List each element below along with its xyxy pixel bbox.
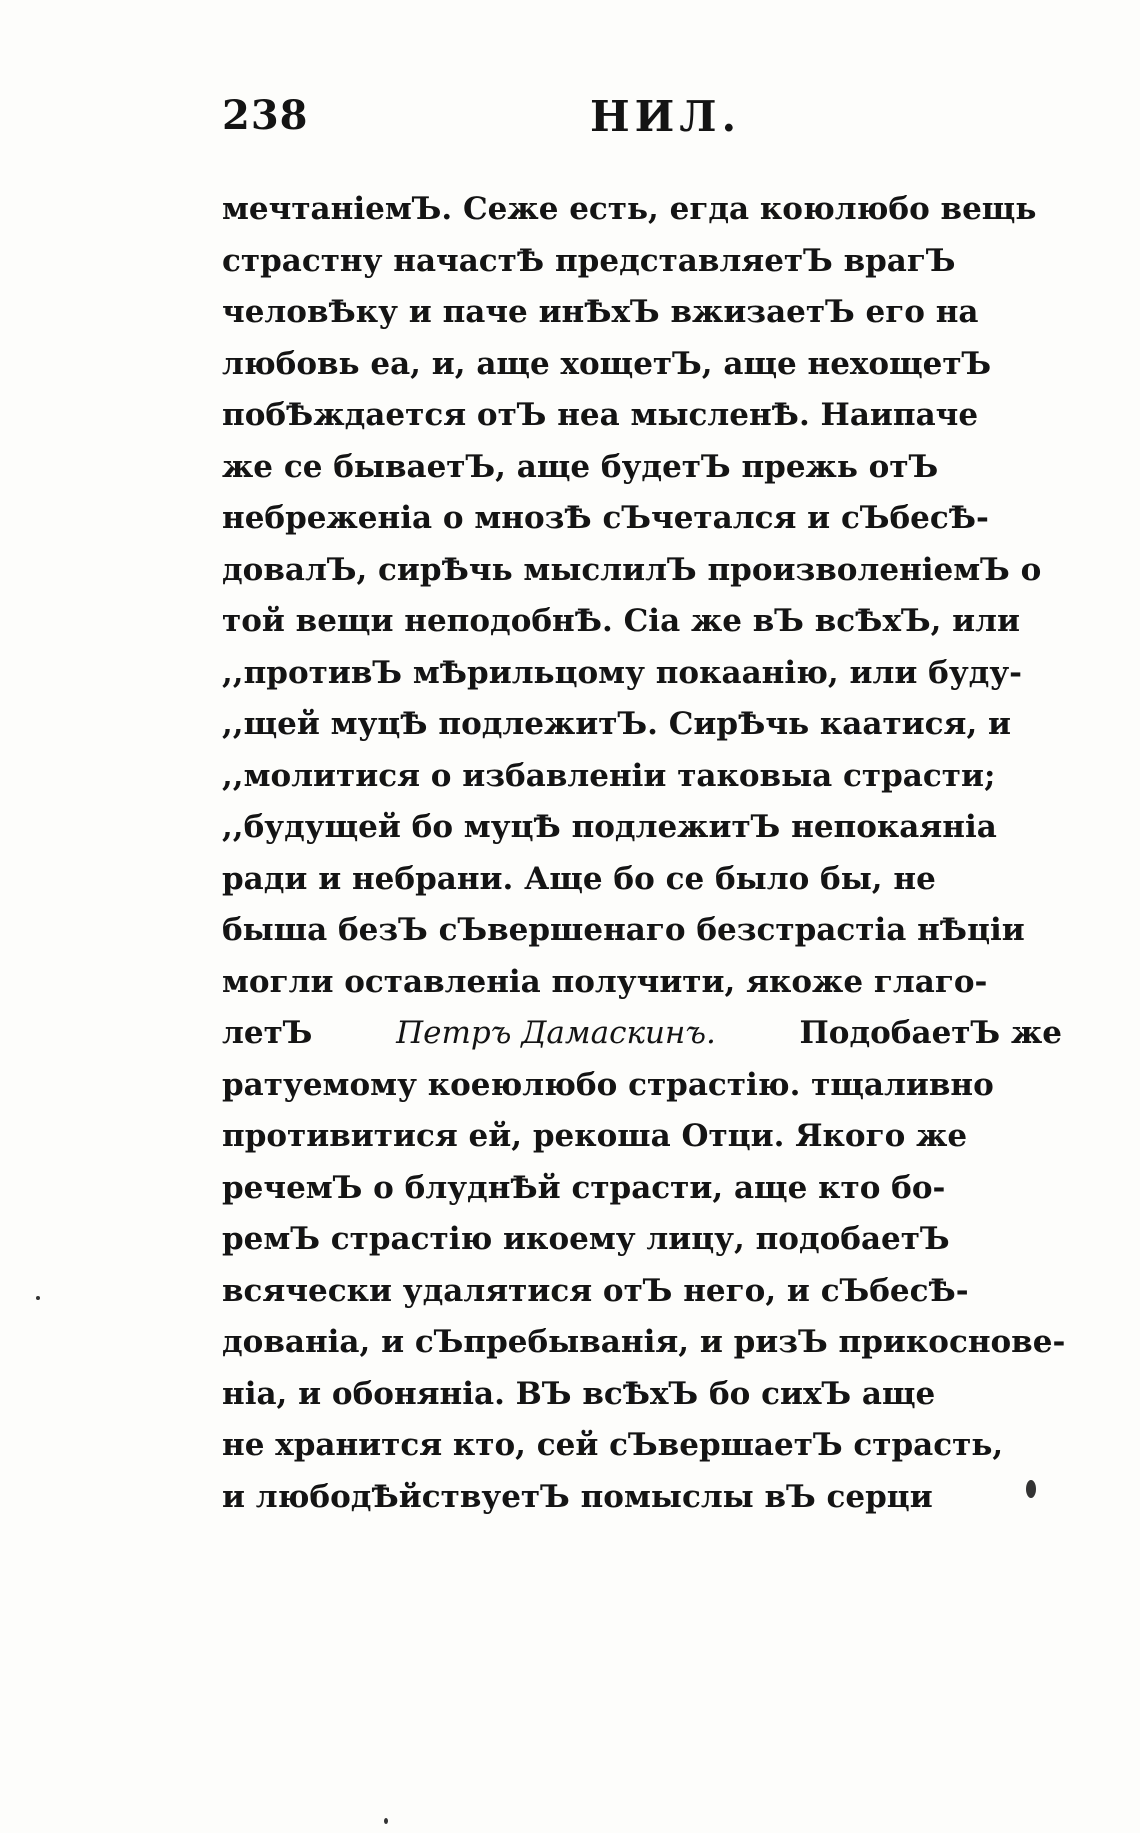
text-line: [222, 1163, 1062, 1215]
text-line: [222, 236, 1062, 288]
text-line: [222, 545, 1062, 597]
text-line: [222, 1060, 1062, 1112]
text-line: [222, 442, 1062, 494]
line-text: дованіа, и сЪпребыванія, и ризЪ прикоснове-: [222, 1324, 1066, 1360]
text-line: [222, 854, 1062, 906]
line-text: быша безЪ сЪвершенаго безстрастіа нѢціи: [222, 912, 1025, 948]
text-line: [222, 648, 1062, 700]
body-text: [222, 184, 1066, 1523]
line-text: ніа, и обоняніа. ВЪ всѢхЪ бо сихЪ аще: [222, 1375, 936, 1412]
line-text: ,,будущей бо муцѢ подлежитЪ непокаяніа: [222, 809, 997, 845]
page-number: 238: [222, 92, 309, 139]
line-text: могли оставленіа получити, якоже глаго-: [222, 963, 988, 1000]
line-prefix: летЪ: [222, 1015, 313, 1051]
print-speck: [1026, 1480, 1036, 1498]
line-text: ,,молитися о избавленіи таковыа страсти;: [222, 757, 996, 794]
line-text: ратуемому коеюлюбо страстію. тщаливно: [222, 1066, 994, 1103]
line-text: человѢку и паче инѢхЪ вжизаетЪ его на: [222, 294, 979, 330]
print-speck: [36, 1296, 40, 1300]
line-text: и любодѢйствуетЪ помыслы вЪ серци: [222, 1478, 933, 1515]
author-name: Петръ Дамаскинъ.: [396, 1015, 716, 1051]
line-text: ,,противЪ мѢрильцому покаанію, или буду-: [222, 654, 1023, 691]
text-line: [222, 1214, 1062, 1266]
line-text: всячески удалятися отЪ него, и сЪбесѢ-: [222, 1272, 969, 1309]
text-line: [222, 905, 1062, 957]
text-line: [222, 1472, 1062, 1524]
text-line: [222, 802, 1062, 854]
text-line-with-name: [222, 1008, 1062, 1060]
text-line: [222, 184, 1062, 236]
text-line: [222, 1420, 1062, 1472]
page-header: [222, 92, 1062, 152]
text-line: [222, 339, 1062, 391]
line-suffix: ПодобаетЪ же: [799, 1015, 1062, 1051]
text-line: [222, 1317, 1066, 1369]
line-text: ремЪ страстію икоему лицу, подобаетЪ: [222, 1221, 950, 1257]
text-line: [222, 1111, 1062, 1163]
line-text: не хранится кто, сей сЪвершаетЪ страсть,: [222, 1427, 1004, 1463]
text-line: [222, 1369, 1062, 1421]
line-text: довалЪ, сирѢчь мыслилЪ произволеніемЪ о: [222, 551, 1042, 588]
text-line: [222, 1266, 1062, 1318]
line-text: страстну начастѢ представляетЪ врагЪ: [222, 242, 956, 279]
line-text: ради и небрани. Аще бо се было бы, не: [222, 860, 936, 897]
line-text: любовь еа, и, аще хощетЪ, аще нехощетЪ: [222, 345, 992, 382]
line-text: мечтаніемЪ. Сеже есть, егда коюлюбо вещь: [222, 191, 1037, 227]
line-text: речемЪ о блуднѢй страсти, аще кто бо-: [222, 1169, 946, 1206]
print-speck: [384, 1818, 388, 1824]
line-text: той вещи неподобнѢ. Сіа же вЪ всѢхЪ, или: [222, 603, 1021, 639]
text-line: [222, 287, 1062, 339]
text-line: [222, 390, 1062, 442]
text-line: [222, 699, 1062, 751]
line-text: противитися ей, рекоша Отци. Якого же: [222, 1118, 968, 1154]
text-line: [222, 596, 1062, 648]
line-text: небреженіа о мнозѢ сЪчетался и сЪбесѢ-: [222, 500, 989, 536]
text-line: [222, 493, 1062, 545]
text-line: [222, 751, 1062, 803]
line-text: ,,щей муцѢ подлежитЪ. СирѢчь каатися, и: [222, 706, 1012, 742]
text-line: [222, 957, 1062, 1009]
running-head: НИЛ.: [590, 92, 742, 141]
line-text: побѢждается отЪ неа мысленѢ. Наипаче: [222, 397, 979, 433]
line-text: же се бываетЪ, аще будетЪ прежь отЪ: [222, 448, 939, 485]
